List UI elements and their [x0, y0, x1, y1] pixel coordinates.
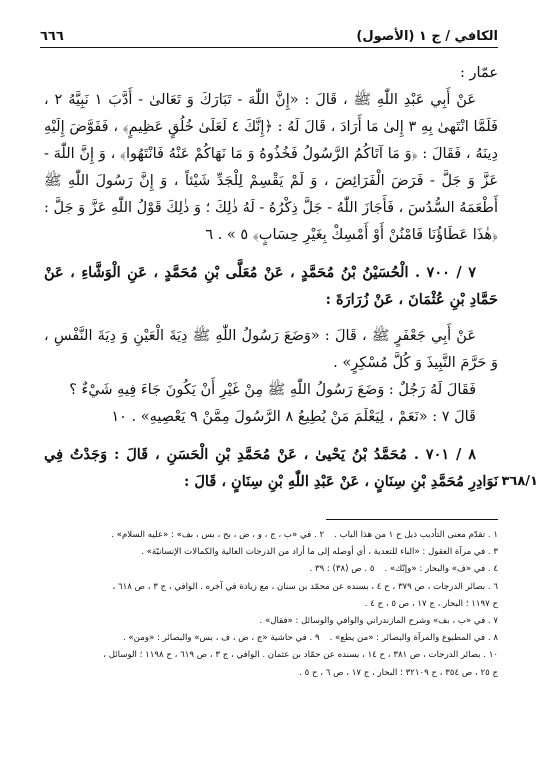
- footnote-line: [40, 665, 498, 682]
- text-para-0: عمّار :: [460, 65, 498, 81]
- footnote: ٧ . في «ب ، بف» وشرح المازندراني والوافي والوسائل : «فقال» .: [259, 616, 498, 627]
- footnote-line: [40, 630, 498, 647]
- text-para-5: قَالَ ٧ : «نَعَمْ ، لِيَعْلَمَ مَنْ يُطِيعُ ٨ الرَّسُولَ مِمَّنْ ٩ يَعْصِيهِ» . ١٠: [111, 409, 476, 425]
- footnote-line: [40, 527, 498, 544]
- text-para-4: فَقَالَ لَهُ رَجُلٌ : وَضَعَ رَسُولُ اللّٰهِ ﷺ مِنْ غَيْرِ أَنْ يَكُونَ جَاءَ فِيهِ شَيْءٌ ؟: [69, 382, 476, 398]
- footnote-line: [40, 561, 498, 578]
- footnote: ٥ . ص (٣٨) : ٣٩ .: [309, 564, 375, 575]
- footnote: ٣ . في مرآة العقول : «الباء للتعدية ، أي أوصله إلى ما أراد من الدرجات العالية والكمالات الإنسانيّة» .: [141, 547, 498, 558]
- footnote: ج ٢٥ ، ص ٣٥٤ ، ح ٣٢١٠٩ ؛ البحار ، ج ١٧ ، ص ٦ ، ح ٥ .: [299, 667, 498, 678]
- footnote-line: [40, 647, 498, 664]
- text-para-1: عَنْ أَبِي عَبْدِ اللّٰهِ ﷺ ، قَالَ : «إِنَّ اللّٰهَ - تَبَارَكَ وَ تَعَالىٰ - أَدَّبَ ١ نَبِيَّهُ ٢ ، فَلَمَّا انْتَهىٰ بِهِ ٣ إِلىٰ مَا أَرَادَ ، قَالَ لَهُ : ﴿إِنَّكَ ٤ لَعَلَىٰ خُلُقٍ عَظِيمٍ﴾ ، فَفَوَّضَ إِلَيْهِ دِينَهُ ، فَقَالَ : ﴿وَ مَا آتَاكُمُ الرَّسُولُ فَخُذُوهُ وَ مَا نَهَاكُمْ عَنْهُ فَانْتَهُوا﴾ ، وَ إِنَّ اللّٰهَ - عَزَّ وَ جَلَّ - فَرَضَ الْفَرَائِضَ ، وَ لَمْ يَقْسِمْ لِلْجَدِّ شَيْئاً ، وَ إِنَّ رَسُولَ اللّٰهِ ﷺ أَطْعَمَهُ السُّدُسَ ، فَأَجَازَ اللّٰهُ - جَلَّ ذِكْرُهُ - لَهُ ذٰلِكَ ؛ وَ ذٰلِكَ قَوْلُ اللّٰهِ عَزَّ وَ جَلَّ : ﴿هٰذَا عَطَاؤُنَا فَامْنُنْ أَوْ أَمْسِكْ بِغَيْرِ حِسَابٍ﴾ ٥ » . ٦: [44, 92, 499, 243]
- book-title: الكافي / ج ١ (الأصول): [356, 29, 498, 44]
- footnotes: [40, 527, 498, 682]
- footnote-line: [40, 544, 498, 561]
- footnote: ٢ . في «ب ، ج ، و ، ض ، بح ، بس ، بف» : «عليه السلام» .: [111, 530, 325, 540]
- page-number: ٦٦٦: [40, 29, 64, 44]
- margin-reference: ٣٦٨/١: [501, 474, 538, 489]
- footnote: ٦ . بصائر الدرجات ، ص ٣٧٩ ، ح ٤ ، بسنده عن محمّد بن سنان ، مع زيادة في آخره . الوافي ، ج ٣ ، ص ٦١٨ ،: [112, 581, 498, 592]
- footnote: ١ . تقدّم معنى التأديب ذيل ح ١ من هذا الباب .: [334, 530, 498, 540]
- footnote: ١٠ . بصائر الدرجات ، ص ٣٨١ ، ح ١٤ ، بسنده عن حمّاد بن عثمان . الوافي ، ج ٣ ، ص ٦١٩ ، ح ١١٩٨ ؛ الوسائل ،: [103, 650, 498, 661]
- footnote: ٨ . في المطبوع والمرآة والبصائر : «من يطع» .: [329, 633, 498, 644]
- text-para-3: عَنْ أَبِي جَعْفَرٍ ﷺ ، قَالَ : «وَضَعَ رَسُولُ اللّٰهِ ﷺ دِيَةَ الْعَيْنِ وَ دِيَةَ النَّفْسِ ، وَ حَرَّمَ النَّبِيذَ وَ كُلَّ مُسْكِرٍ» .: [44, 328, 498, 371]
- footnote: ٩ . في حاشية «ج ، ض ، ف ، بس» والبصائر : «ومن» .: [122, 633, 320, 644]
- running-header: [40, 22, 498, 44]
- footnote: ٤ . في «ف» والبحار : «وإنّك» .: [384, 564, 498, 575]
- footnote-rule: [326, 519, 498, 520]
- hadith-chain-700: ٧ / ٧٠٠ . الْحُسَيْنُ بْنُ مُحَمَّدٍ ، عَنْ مُعَلَّى بْنِ مُحَمَّدٍ ، عَنِ الْوَشَّاءِ ، عَنْ حَمَّادِ بْنِ عُثْمَانَ ، عَنْ زُرَارَةَ :: [44, 264, 498, 308]
- footnote-line: [40, 613, 498, 630]
- header-rule: [40, 47, 498, 48]
- footnote-line: [40, 579, 498, 596]
- hadith-chain-701: [44, 441, 538, 495]
- main-text: [44, 60, 538, 495]
- footnote: ح ١١٩٧ ؛ البحار ، ج ١٧ ، ص ٥ ، ح ٤ .: [364, 598, 498, 609]
- footnote-line: [40, 596, 498, 613]
- hadith-chain-701-text: ٨ / ٧٠١ . مُحَمَّدُ بْنُ يَحْيىٰ ، عَنْ مُحَمَّدِ بْنِ الْحَسَنِ ، قَالَ : وَجَدْتُ فِي نَوَادِرِ مُحَمَّدِ بْنِ سِنَانٍ ، عَنْ عَبْدِ اللّٰهِ بْنِ سِنَانٍ ، قَالَ :: [44, 446, 498, 490]
